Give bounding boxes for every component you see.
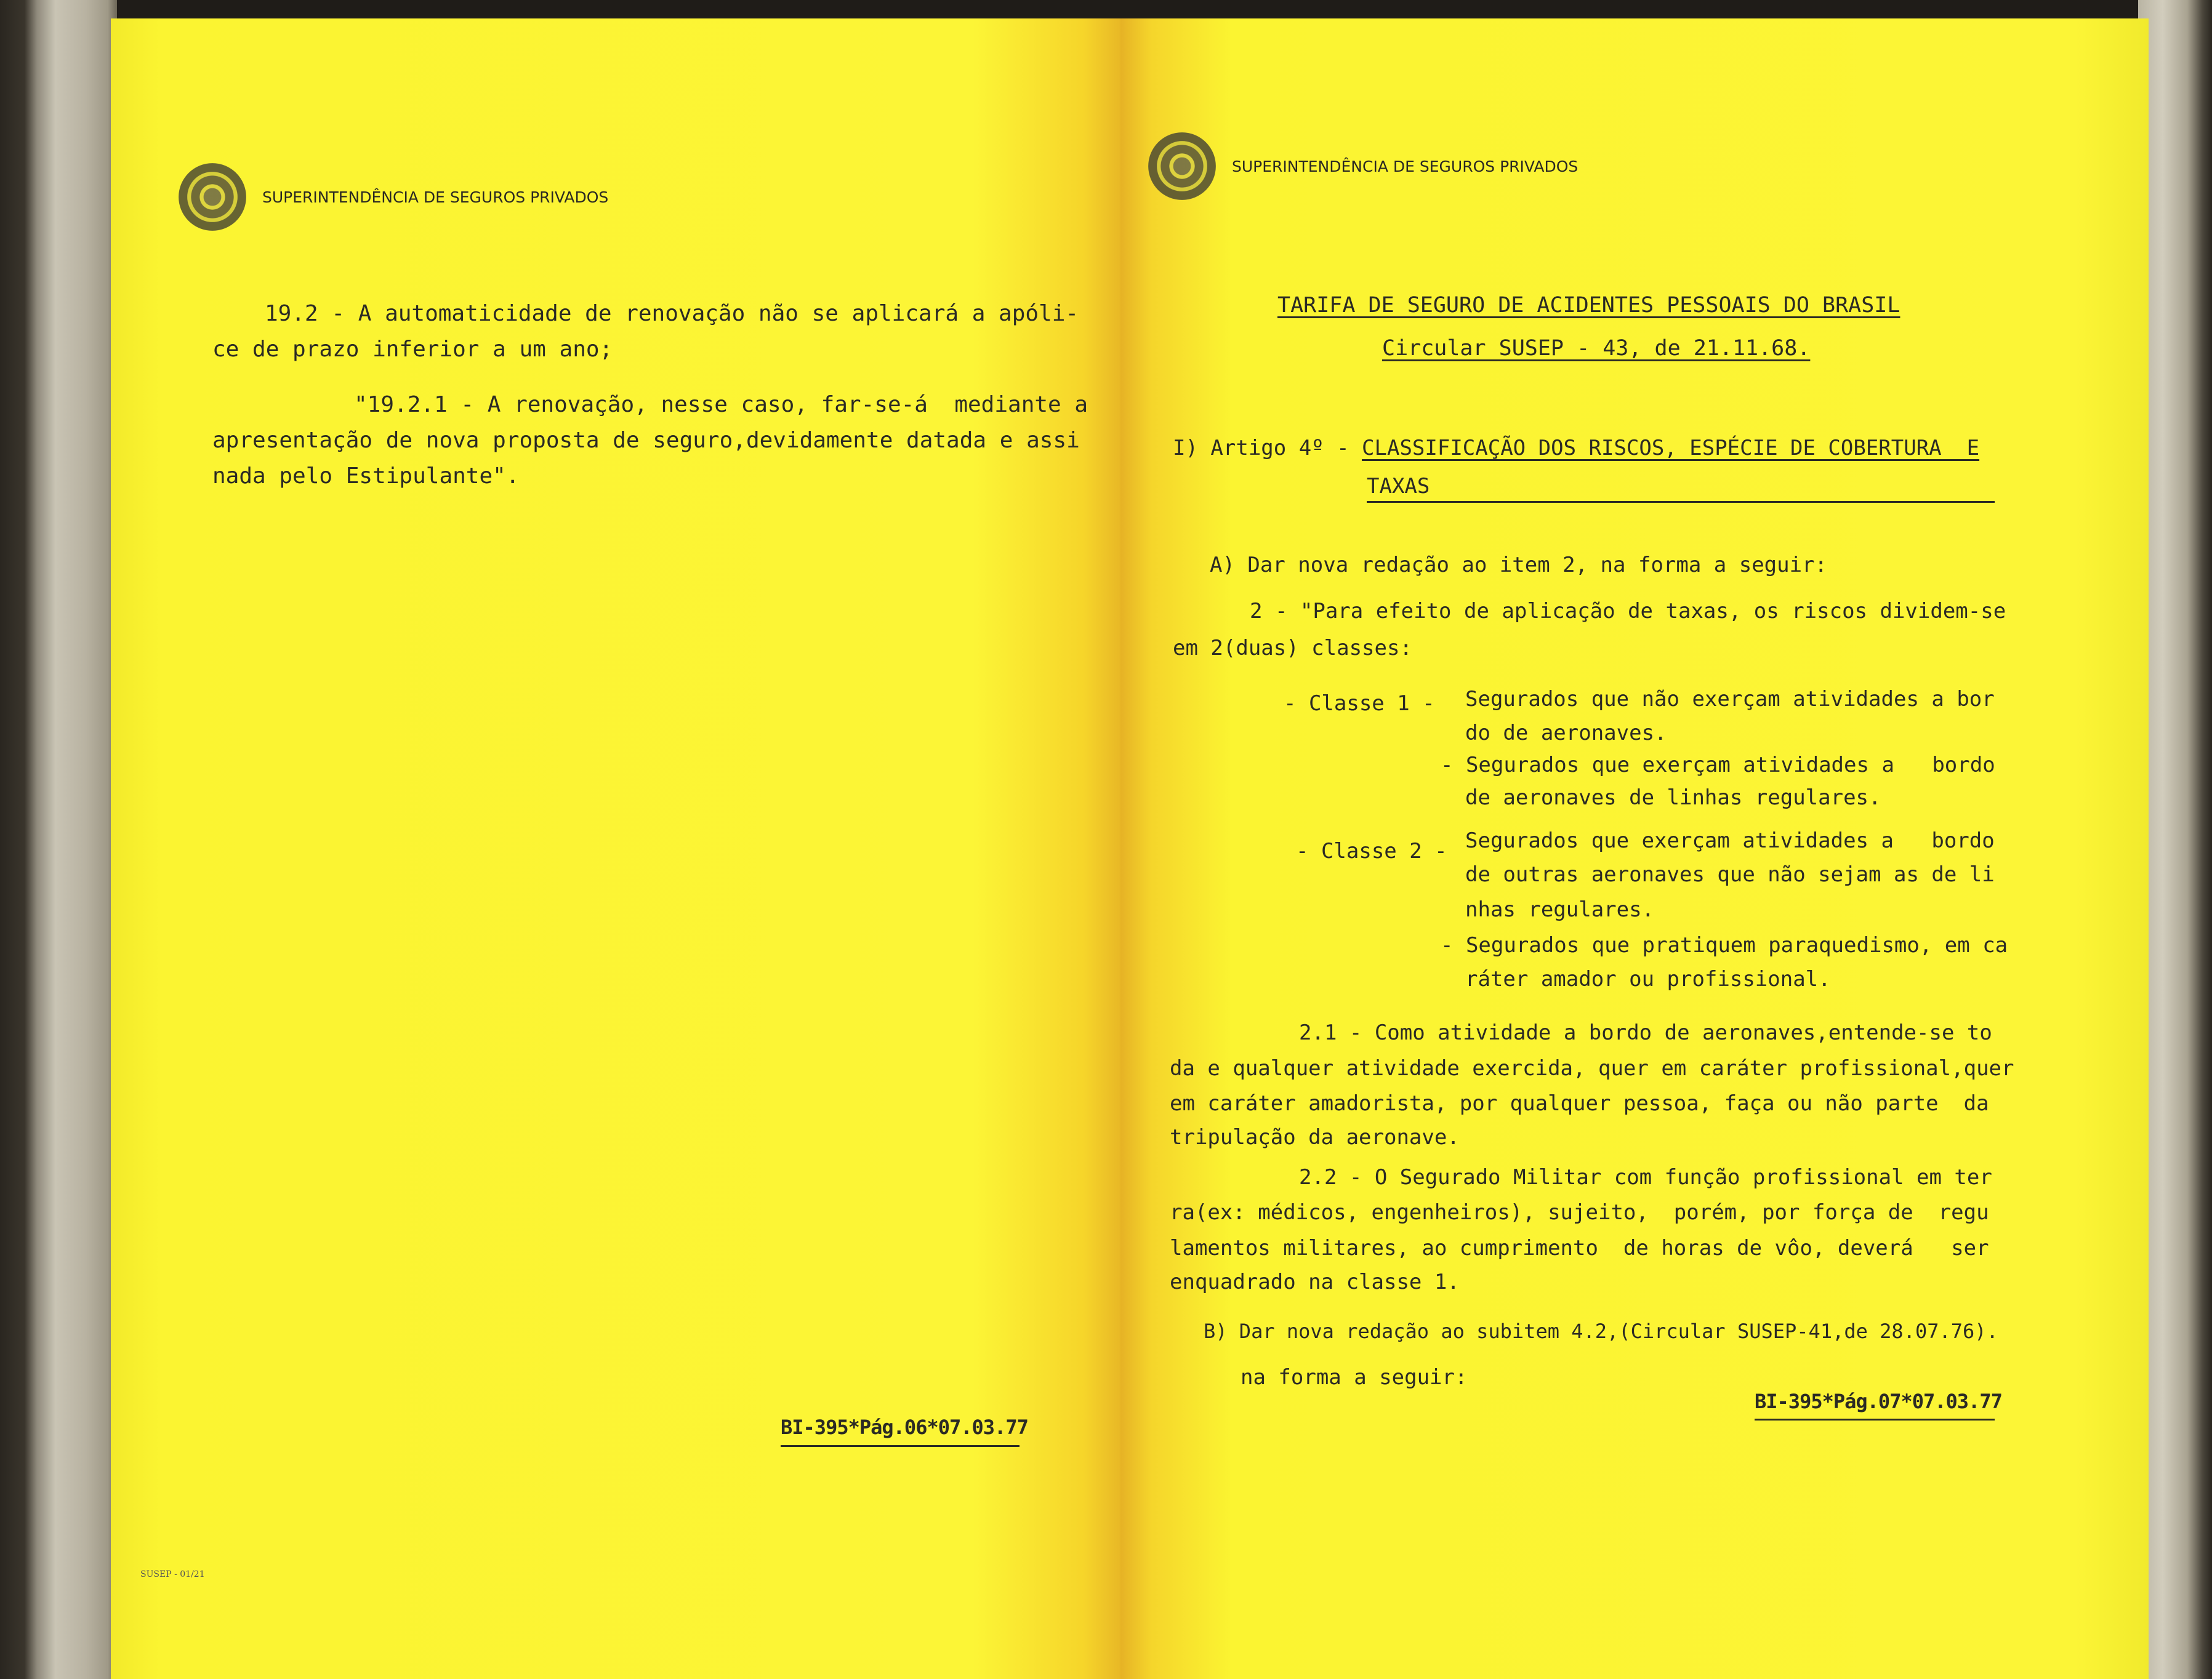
paragraph-2-1-line: tripulação da aeronave. bbox=[1170, 1125, 1460, 1150]
print-code: SUSEP - 01/21 bbox=[140, 1569, 205, 1579]
agency-name: SUPERINTENDÊNCIA DE SEGUROS PRIVADOS bbox=[1232, 157, 1579, 175]
classe-2-line: ráter amador ou profissional. bbox=[1465, 967, 1831, 992]
item-b-line1: B) Dar nova redação ao subitem 4.2,(Circular SUSEP-41,de 28.07.76). bbox=[1204, 1320, 1998, 1343]
right-page bbox=[1120, 18, 2149, 1679]
classe-1-line: - Segurados que exerçam atividades a bordo bbox=[1441, 753, 1995, 777]
paragraph-2-2-line: lamentos militares, ao cumprimento de horas de vôo, deverá ser bbox=[1170, 1236, 1989, 1260]
paragraph-2-2-line: 2.2 - O Segurado Militar com função profissional em ter bbox=[1299, 1165, 1992, 1190]
item-a: A) Dar nova redação ao item 2, na forma a seguir: bbox=[1210, 553, 1828, 577]
paragraph-2-1-line: 2.1 - Como atividade a bordo de aeronaves,entende-se to bbox=[1299, 1020, 1992, 1045]
document-subtitle: Circular SUSEP - 43, de 21.11.68. bbox=[1382, 336, 1811, 361]
left-page bbox=[111, 18, 1120, 1679]
paragraph-2-2-line: ra(ex: médicos, engenheiros), sujeito, porém, por força de regu bbox=[1170, 1200, 1989, 1225]
footer-underline bbox=[1755, 1419, 1995, 1421]
footer-text: BI-395*Pág.06*07.03.77 bbox=[781, 1416, 1028, 1439]
classe-2-line: Segurados que exerçam atividades a bordo bbox=[1465, 828, 1995, 853]
classe-1-line: de aeronaves de linhas regulares. bbox=[1465, 785, 1881, 810]
paragraph-line: ce de prazo inferior a um ano; bbox=[212, 337, 613, 362]
page-footer-reference bbox=[781, 1416, 1028, 1439]
paragraph-line: 19.2 - A automaticidade de renovação não se aplicará a apóli- bbox=[265, 301, 1079, 326]
classe-2-line: nhas regulares. bbox=[1465, 897, 1655, 922]
article-title-underline bbox=[1367, 501, 1995, 503]
right-page-header bbox=[1148, 132, 1578, 200]
article-title-line2: TAXAS bbox=[1367, 474, 1430, 499]
document-title: TARIFA DE SEGURO DE ACIDENTES PESSOAIS DO BRASIL bbox=[1277, 293, 1900, 318]
paragraph-line: "19.2.1 - A renovação, nesse caso, far-se-á mediante a bbox=[354, 392, 1088, 417]
article-heading bbox=[1173, 437, 1979, 459]
paragraph-line: apresentação de nova proposta de seguro,devidamente datada e assi bbox=[212, 428, 1080, 453]
footer-underline bbox=[781, 1445, 1020, 1447]
page-footer-reference bbox=[1755, 1390, 2002, 1413]
paragraph-2-1-line: da e qualquer atividade exercida, quer em caráter profissional,quer bbox=[1170, 1056, 2014, 1081]
classe-1-line: Segurados que não exerçam atividades a bor bbox=[1465, 687, 1995, 711]
book-page-edges-right bbox=[2138, 0, 2212, 1679]
national-seal-icon bbox=[1148, 132, 1216, 200]
footer-text: BI-395*Pág.07*07.03.77 bbox=[1755, 1390, 2002, 1413]
paragraph-2-1-line: em caráter amadorista, por qualquer pessoa, faça ou não parte da bbox=[1170, 1091, 1989, 1116]
classe-1-line: do de aeronaves. bbox=[1465, 721, 1667, 745]
book-page-edges-left bbox=[0, 0, 117, 1679]
item-b-line2: na forma a seguir: bbox=[1241, 1365, 1468, 1390]
classe-1-label: - Classe 1 - bbox=[1284, 691, 1435, 716]
paragraph-2-2-line: enquadrado na classe 1. bbox=[1170, 1270, 1460, 1294]
classe-2-line: de outras aeronaves que não sejam as de li bbox=[1465, 862, 1995, 887]
national-seal-icon bbox=[179, 163, 246, 231]
classe-2-line: - Segurados que pratiquem paraquedismo, em ca bbox=[1441, 933, 2008, 958]
agency-name: SUPERINTENDÊNCIA DE SEGUROS PRIVADOS bbox=[262, 188, 609, 206]
classe-2-label: - Classe 2 - bbox=[1296, 839, 1447, 864]
article-title-line1: CLASSIFICAÇÃO DOS RISCOS, ESPÉCIE DE COBERTURA E bbox=[1362, 436, 1980, 460]
item-2-line1: 2 - "Para efeito de aplicação de taxas, os riscos dividem-se bbox=[1250, 599, 2006, 623]
item-2-line2: em 2(duas) classes: bbox=[1173, 636, 1412, 660]
paragraph-line: nada pelo Estipulante". bbox=[212, 463, 520, 489]
left-page-header bbox=[179, 163, 608, 231]
article-prefix: I) Artigo 4º - bbox=[1173, 436, 1362, 460]
